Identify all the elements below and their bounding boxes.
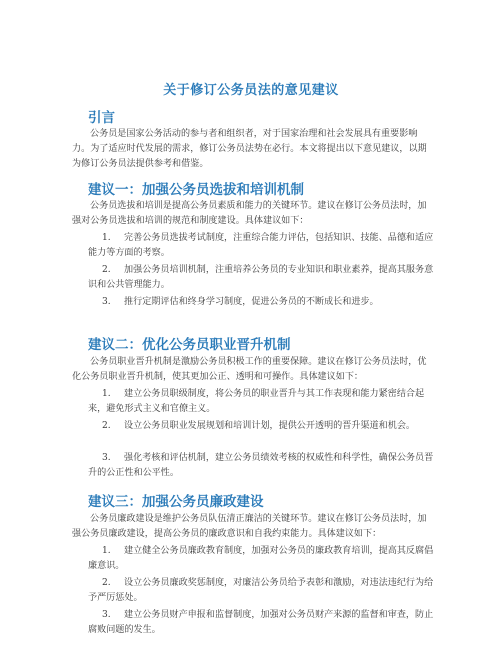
item-text: 推行定期评估和终身学习制度，促进公务员的不断成长和进步。 — [124, 297, 379, 307]
item-text: 设立公务员廉政奖惩制度，对廉洁公务员给予表彰和激励，对违法违纪行为给予严厉惩处。 — [88, 578, 434, 603]
section1-item-3 — [88, 295, 436, 310]
intro-paragraph — [72, 127, 434, 172]
item-text: 设立公务员职业发展规划和培训计划，提供公开透明的晋升渠道和机会。 — [124, 421, 416, 431]
item-number: 1. — [102, 389, 111, 399]
section3-item-1 — [88, 544, 436, 574]
section1-paragraph — [72, 199, 434, 229]
section2-item-1 — [88, 387, 436, 417]
item-number: 2. — [102, 421, 111, 431]
item-number: 3. — [102, 297, 111, 307]
item-number: 3. — [102, 453, 111, 463]
section2-item-3 — [88, 451, 436, 481]
section3-item-3 — [88, 608, 436, 638]
document-title: 关于修订公务员法的意见建议 — [163, 83, 339, 98]
section2-text: 公务员职业晋升机制是激励公务员积极工作的重要保障。建议在修订公务员法时，优化公务员职业晋升机制，使其更加公正、透明和可操作。具体建议如下： — [72, 357, 427, 382]
item-text: 建立健全公务员廉政教育制度，加强对公务员的廉政教育培训，提高其反腐倡廉意识。 — [88, 546, 434, 571]
item-number: 2. — [102, 578, 111, 588]
section1-heading: 建议一：加强公务员选拔和培训机制 — [88, 182, 304, 198]
item-number: 3. — [102, 610, 111, 620]
section1-text: 公务员选拔和培训是提高公务员素质和能力的关键环节。建议在修订公务员法时，加强对公务员选拔和培训的规范和制度建设。具体建议如下： — [72, 201, 427, 226]
intro-heading: 引言 — [88, 110, 115, 126]
item-number: 2. — [102, 265, 111, 275]
section1-item-2 — [88, 263, 436, 293]
item-text: 加强公务员培训机制，注重培养公务员的专业知识和职业素养，提高其服务意识和公共管理能力。 — [88, 265, 434, 290]
section3-text: 公务员廉政建设是维护公务员队伍清正廉洁的关键环节。建议在修订公务员法时，加强公务员廉政建设，提高公务员的廉政意识和自我约束能力。具体建议如下： — [72, 514, 427, 539]
section3-paragraph — [72, 512, 434, 542]
section2-item-2 — [88, 419, 436, 434]
item-number: 1. — [102, 233, 111, 243]
intro-text: 公务员是国家公务活动的参与者和组织者，对于国家治理和社会发展具有重要影响力。为了适应时代发展的需求，修订公务员法势在必行。本文将提出以下意见建议，以期为修订公务员法提供参考和借鉴。 — [72, 129, 427, 169]
item-text: 完善公务员选拔考试制度，注重综合能力评估，包括知识、技能、品德和适应能力等方面的考察。 — [88, 233, 434, 258]
section3-item-2 — [88, 576, 436, 606]
item-text: 建立公务员职级制度，将公务员的职业晋升与其工作表现和能力紧密结合起来，避免形式主义和官僚主义。 — [88, 389, 425, 414]
section3-heading: 建议三：加强公务员廉政建设 — [88, 494, 264, 510]
section1-item-1 — [88, 231, 436, 261]
section2-heading: 建议二：优化公务员职业晋升机制 — [88, 337, 291, 353]
item-text: 建立公务员财产申报和监督制度，加强对公务员财产来源的监督和审查，防止腐败问题的发生。 — [88, 610, 434, 635]
section2-paragraph — [72, 355, 434, 385]
item-number: 1. — [102, 546, 111, 556]
item-text: 强化考核和评估机制，建立公务员绩效考核的权威性和科学性，确保公务员晋升的公正性和公平性。 — [88, 453, 434, 478]
